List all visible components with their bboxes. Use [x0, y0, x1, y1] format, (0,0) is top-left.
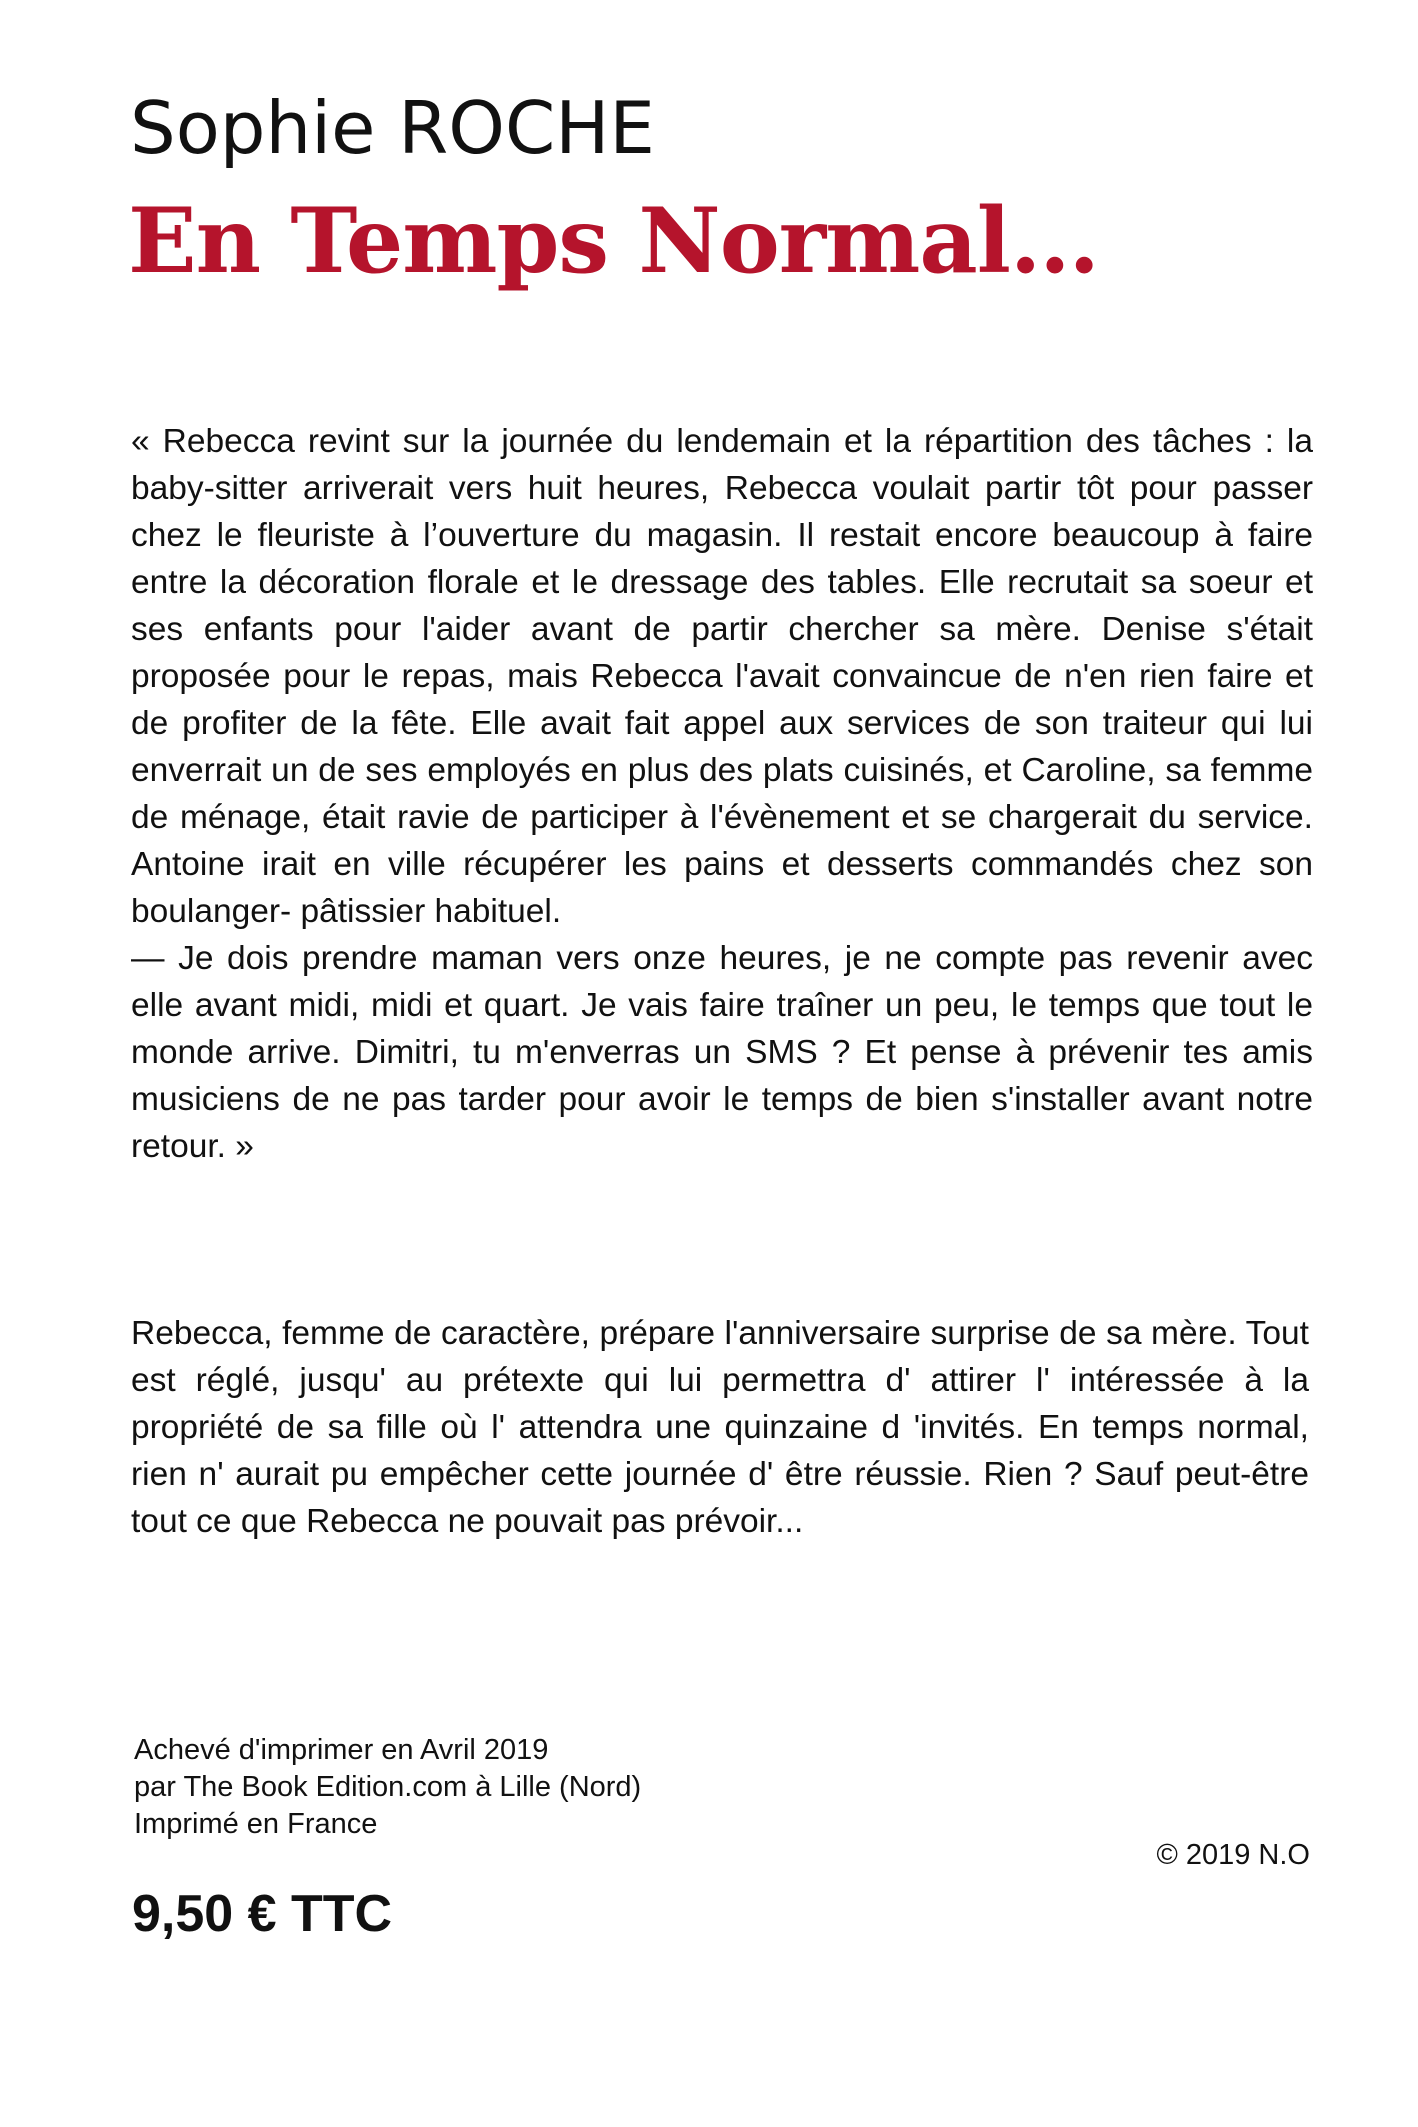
book-title: En Temps Normal… — [128, 188, 1099, 294]
excerpt-paragraph-2: — Je dois prendre maman vers onze heures, je ne compte pas revenir avec elle avant midi, midi et quart. Je vais faire traîner un peu, le temps que tout le monde arrive. Dimitri, tu m'enverras un SMS ? Et pense à prévenir tes amis musiciens de ne pas tarder pour avoir le temps de bien s'installer avant notre retour. » — [131, 940, 1313, 1165]
excerpt-block — [131, 418, 1313, 1170]
author-name: Sophie ROCHE — [130, 86, 655, 170]
printing-publisher: par The Book Edition.com à Lille (Nord) — [134, 1771, 642, 1803]
printing-country: Imprimé en France — [134, 1808, 378, 1840]
printing-info — [134, 1732, 641, 1843]
book-summary: Rebecca, femme de caractère, prépare l'anniversaire surprise de sa mère. Tout est réglé, jusqu' au prétexte qui lui permettra d' attirer l' intéressée à la propriété de sa fille où l' attendra une quinzaine d 'invités. En temps normal, rien n' aurait pu empêcher cette journée d' être réussie. Rien ? Sauf peut-être tout ce que Rebecca ne pouvait pas prévoir... — [131, 1315, 1309, 1540]
copyright-notice: © 2019 N.O — [1156, 1839, 1310, 1871]
excerpt-paragraph-1: « Rebecca revint sur la journée du lendemain et la répartition des tâches : la baby-sitter arriverait vers huit heures, Rebecca voulait partir tôt pour passer chez le fleuriste à l’ouverture du magasin. Il restait encore beaucoup à faire entre la décoration florale et le dressage des tables. Elle recrutait sa soeur et ses enfants pour l'aider avant de partir chercher sa mère. Denise s'était proposée pour le repas, mais Rebecca l'avait convaincue de n'en rien faire et de profiter de la fête. Elle avait fait appel aux services de son traiteur qui lui enverrait un de ses employés en plus des plats cuisinés, et Caroline, sa femme de ménage, était ravie de participer à l'évènement et se chargerait du service. Antoine irait en ville récupérer les pains et desserts commandés chez son boulanger- pâtissier habituel. — [131, 423, 1313, 930]
price-label: 9,50 € TTC — [132, 1885, 393, 1943]
printing-date: Achevé d'imprimer en Avril 2019 — [134, 1734, 549, 1766]
